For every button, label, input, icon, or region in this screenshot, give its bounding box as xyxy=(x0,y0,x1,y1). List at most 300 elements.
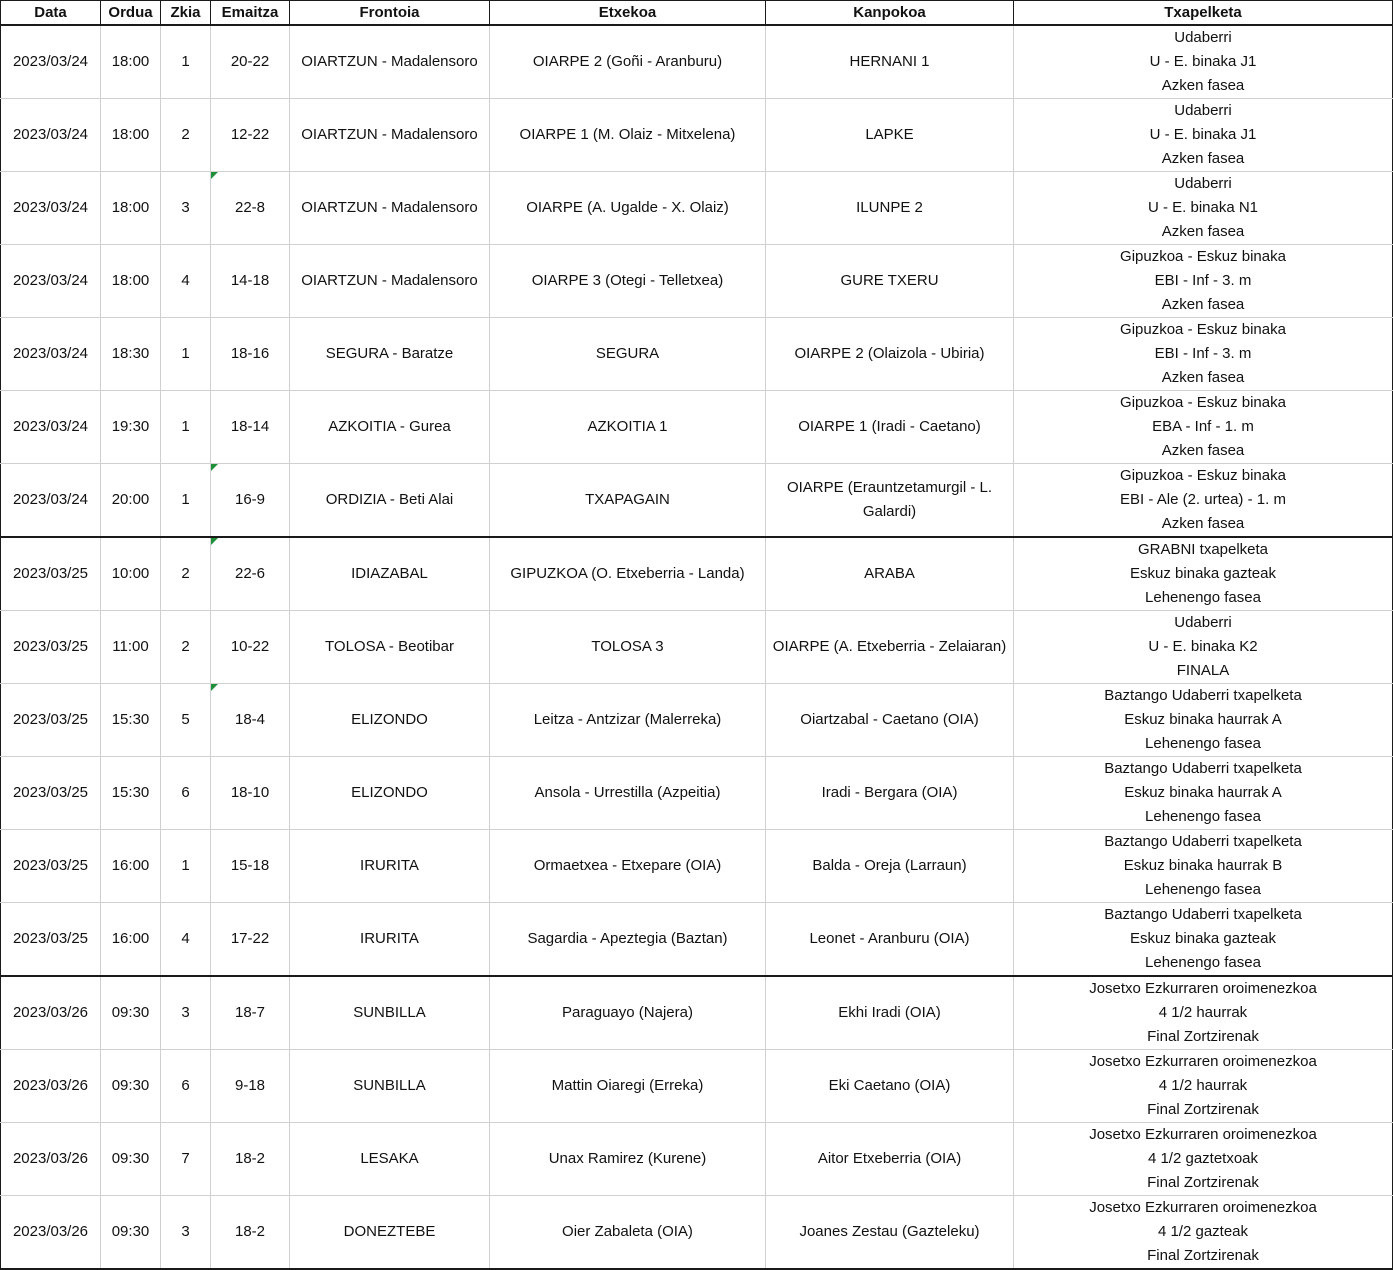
competition-line: Gipuzkoa - Eskuz binaka xyxy=(1120,248,1286,265)
cell-text: SUNBILLA xyxy=(353,1077,426,1094)
cell-data[interactable] xyxy=(1,684,101,757)
cell-etxekoa[interactable] xyxy=(490,757,766,830)
cell-text: 16:00 xyxy=(111,930,150,947)
cell-etxekoa[interactable] xyxy=(490,976,766,1050)
cell-text: 6 xyxy=(181,1077,190,1094)
competition-line: Azken fasea xyxy=(1161,515,1245,532)
cell-data[interactable] xyxy=(1,318,101,391)
table-row xyxy=(1,245,1393,318)
cell-text: 10-22 xyxy=(230,638,270,655)
cell-frontoia[interactable] xyxy=(290,1196,490,1270)
cell-text: 2023/03/24 xyxy=(12,272,89,289)
cell-text: DONEZTEBE xyxy=(343,1223,436,1240)
header-frontoia[interactable]: Frontoia xyxy=(290,1,490,26)
cell-text: Oiartzabal - Caetano (OIA) xyxy=(800,711,979,728)
competition-line: Final Zortzirenak xyxy=(1147,1028,1259,1045)
cell-emaitza[interactable] xyxy=(211,611,290,684)
cell-text: 18-7 xyxy=(234,1004,266,1021)
header-row xyxy=(1,1,1393,26)
cell-text: Ormaetxea - Etxepare (OIA) xyxy=(533,857,722,874)
competition-line: Gipuzkoa - Eskuz binaka xyxy=(1120,467,1286,484)
cell-ordua[interactable] xyxy=(101,757,161,830)
cell-text: 09:30 xyxy=(111,1077,150,1094)
cell-zkia[interactable] xyxy=(161,1123,211,1196)
cell-ordua[interactable] xyxy=(101,903,161,977)
cell-kanpokoa[interactable] xyxy=(766,318,1014,391)
cell-emaitza[interactable] xyxy=(211,391,290,464)
cell-ordua[interactable] xyxy=(101,99,161,172)
cell-text: GURE TXERU xyxy=(840,272,939,289)
cell-text: 5 xyxy=(181,711,190,728)
cell-text: TOLOSA 3 xyxy=(591,638,664,655)
table-row xyxy=(1,172,1393,245)
table-row xyxy=(1,1050,1393,1123)
competition-line: Baztango Udaberri txapelketa xyxy=(1104,906,1302,923)
header-zkia[interactable]: Zkia xyxy=(161,1,211,26)
cell-data[interactable] xyxy=(1,99,101,172)
cell-zkia[interactable] xyxy=(161,976,211,1050)
competition-line: Josetxo Ezkurraren oroimenezkoa xyxy=(1089,1053,1317,1070)
cell-txapelketa[interactable] xyxy=(1014,757,1393,830)
cell-text: 11:00 xyxy=(112,638,149,655)
cell-text: Ansola - Urrestilla (Azpeitia) xyxy=(534,784,721,801)
cell-text: Paraguayo (Najera) xyxy=(562,1004,693,1021)
cell-txapelketa[interactable] xyxy=(1014,903,1393,977)
cell-data[interactable] xyxy=(1,172,101,245)
competition-line: 4 1/2 gazteak xyxy=(1157,1223,1249,1240)
cell-frontoia[interactable] xyxy=(290,99,490,172)
cell-ordua[interactable] xyxy=(101,611,161,684)
cell-etxekoa[interactable] xyxy=(490,1050,766,1123)
cell-ordua[interactable] xyxy=(101,976,161,1050)
table-row xyxy=(1,684,1393,757)
cell-data[interactable] xyxy=(1,830,101,903)
cell-text: 1 xyxy=(181,857,190,874)
comment-marker-icon xyxy=(211,538,218,545)
cell-ordua[interactable] xyxy=(101,537,161,611)
header-emaitza[interactable]: Emaitza xyxy=(211,1,290,26)
competition-line: Gipuzkoa - Eskuz binaka xyxy=(1120,321,1286,338)
cell-emaitza[interactable] xyxy=(211,318,290,391)
cell-text: TXAPAGAIN xyxy=(585,491,670,508)
cell-zkia[interactable] xyxy=(161,903,211,977)
cell-zkia[interactable] xyxy=(161,391,211,464)
header-etxekoa[interactable]: Etxekoa xyxy=(490,1,766,26)
cell-text: OIARTZUN - Madalensoro xyxy=(301,126,478,143)
cell-text: LESAKA xyxy=(360,1150,419,1167)
cell-data[interactable] xyxy=(1,757,101,830)
cell-text: 9-18 xyxy=(234,1077,266,1094)
cell-etxekoa[interactable] xyxy=(490,611,766,684)
competition-line: Azken fasea xyxy=(1161,77,1245,94)
cell-data[interactable] xyxy=(1,611,101,684)
cell-emaitza[interactable] xyxy=(211,1196,290,1270)
competition-line: EBI - Inf - 3. m xyxy=(1154,345,1252,362)
cell-text: 3 xyxy=(181,199,190,216)
cell-frontoia[interactable] xyxy=(290,172,490,245)
cell-text: 18:00 xyxy=(111,53,150,70)
cell-text: 18-4 xyxy=(234,711,266,728)
cell-zkia[interactable] xyxy=(161,830,211,903)
cell-text: ELIZONDO xyxy=(351,711,428,728)
cell-zkia[interactable] xyxy=(161,25,211,99)
cell-text: 16-9 xyxy=(234,491,266,508)
cell-text: OIARPE (Erauntzetamurgil - L. Galardi) xyxy=(786,479,993,520)
cell-data[interactable] xyxy=(1,1196,101,1270)
cell-text: 7 xyxy=(181,1150,190,1167)
cell-etxekoa[interactable] xyxy=(490,172,766,245)
cell-text: HERNANI 1 xyxy=(849,53,930,70)
cell-etxekoa[interactable] xyxy=(490,25,766,99)
cell-frontoia[interactable] xyxy=(290,1123,490,1196)
cell-text: Joanes Zestau (Gazteleku) xyxy=(799,1223,980,1240)
competition-line: Azken fasea xyxy=(1161,442,1245,459)
cell-text: SEGURA xyxy=(595,345,660,362)
cell-text: 18-2 xyxy=(234,1223,266,1240)
cell-ordua[interactable] xyxy=(101,830,161,903)
table-row xyxy=(1,903,1393,977)
cell-etxekoa[interactable] xyxy=(490,99,766,172)
cell-text: 2023/03/24 xyxy=(12,345,89,362)
cell-etxekoa[interactable] xyxy=(490,1196,766,1270)
comment-marker-icon xyxy=(211,684,218,691)
cell-text: 16:00 xyxy=(111,857,150,874)
cell-text: OIARPE 2 (Olaizola - Ubiria) xyxy=(794,345,985,362)
cell-text: 2023/03/25 xyxy=(12,638,89,655)
cell-kanpokoa[interactable] xyxy=(766,903,1014,977)
competition-line: Eskuz binaka gazteak xyxy=(1130,565,1276,582)
cell-text: 2023/03/24 xyxy=(12,491,89,508)
cell-text: OIARPE 2 (Goñi - Aranburu) xyxy=(532,53,723,70)
cell-text: Oier Zabaleta (OIA) xyxy=(562,1223,693,1240)
cell-data[interactable] xyxy=(1,1050,101,1123)
cell-text: OIARTZUN - Madalensoro xyxy=(301,199,478,216)
cell-zkia[interactable] xyxy=(161,611,211,684)
cell-emaitza[interactable] xyxy=(211,99,290,172)
cell-text: 1 xyxy=(181,345,190,362)
cell-text: 2 xyxy=(181,126,190,143)
cell-data[interactable] xyxy=(1,464,101,538)
cell-emaitza[interactable] xyxy=(211,25,290,99)
cell-txapelketa[interactable] xyxy=(1014,611,1393,684)
competition-line: Baztango Udaberri txapelketa xyxy=(1104,687,1302,704)
competition-line: EBA - Inf - 1. m xyxy=(1152,418,1254,435)
cell-kanpokoa[interactable] xyxy=(766,537,1014,611)
cell-zkia[interactable] xyxy=(161,99,211,172)
cell-frontoia[interactable] xyxy=(290,537,490,611)
table-row xyxy=(1,99,1393,172)
cell-text: SUNBILLA xyxy=(353,1004,426,1021)
competition-line: U - E. binaka K2 xyxy=(1148,638,1258,655)
competition-line: EBI - Inf - 3. m xyxy=(1154,272,1252,289)
cell-etxekoa[interactable] xyxy=(490,318,766,391)
cell-kanpokoa[interactable] xyxy=(766,391,1014,464)
cell-text: 2023/03/24 xyxy=(12,418,89,435)
competition-line: Eskuz binaka haurrak A xyxy=(1124,784,1282,801)
cell-kanpokoa[interactable] xyxy=(766,684,1014,757)
cell-frontoia[interactable] xyxy=(290,757,490,830)
cell-text: 2 xyxy=(181,638,190,655)
cell-text: 3 xyxy=(181,1223,190,1240)
cell-text: 2 xyxy=(181,565,190,582)
cell-txapelketa[interactable] xyxy=(1014,464,1393,538)
cell-text: 2023/03/25 xyxy=(12,784,89,801)
cell-emaitza[interactable] xyxy=(211,1050,290,1123)
cell-etxekoa[interactable] xyxy=(490,245,766,318)
cell-text: 15:30 xyxy=(111,711,150,728)
cell-frontoia[interactable] xyxy=(290,464,490,538)
cell-emaitza[interactable] xyxy=(211,976,290,1050)
cell-zkia[interactable] xyxy=(161,684,211,757)
cell-txapelketa[interactable] xyxy=(1014,1123,1393,1196)
cell-frontoia[interactable] xyxy=(290,684,490,757)
header-ordua[interactable]: Ordua xyxy=(101,1,161,26)
cell-emaitza[interactable] xyxy=(211,1123,290,1196)
table-row xyxy=(1,1196,1393,1270)
cell-text: OIARTZUN - Madalensoro xyxy=(301,272,478,289)
cell-text: OIARTZUN - Madalensoro xyxy=(301,53,478,70)
cell-etxekoa[interactable] xyxy=(490,391,766,464)
competition-line: Josetxo Ezkurraren oroimenezkoa xyxy=(1089,1199,1317,1216)
table-row xyxy=(1,757,1393,830)
competition-line: 4 1/2 haurrak xyxy=(1158,1004,1248,1021)
competition-line: Azken fasea xyxy=(1161,150,1245,167)
cell-etxekoa[interactable] xyxy=(490,830,766,903)
competition-line: Lehenengo fasea xyxy=(1145,808,1261,825)
cell-ordua[interactable] xyxy=(101,25,161,99)
competition-line: 4 1/2 gaztetxoak xyxy=(1147,1150,1259,1167)
cell-text: ARABA xyxy=(864,565,915,582)
cell-txapelketa[interactable] xyxy=(1014,99,1393,172)
cell-text: 2023/03/26 xyxy=(12,1150,89,1167)
cell-kanpokoa[interactable] xyxy=(766,172,1014,245)
cell-text: 18:30 xyxy=(111,345,150,362)
cell-text: 15-18 xyxy=(230,857,270,874)
cell-text: 2023/03/26 xyxy=(12,1223,89,1240)
cell-frontoia[interactable] xyxy=(290,903,490,977)
cell-frontoia[interactable] xyxy=(290,1050,490,1123)
cell-data[interactable] xyxy=(1,903,101,977)
cell-kanpokoa[interactable] xyxy=(766,1050,1014,1123)
cell-kanpokoa[interactable] xyxy=(766,464,1014,538)
cell-data[interactable] xyxy=(1,245,101,318)
cell-frontoia[interactable] xyxy=(290,976,490,1050)
cell-txapelketa[interactable] xyxy=(1014,245,1393,318)
cell-text: 2023/03/24 xyxy=(12,199,89,216)
table-row xyxy=(1,537,1393,611)
cell-frontoia[interactable] xyxy=(290,25,490,99)
cell-kanpokoa[interactable] xyxy=(766,25,1014,99)
cell-emaitza[interactable] xyxy=(211,903,290,977)
cell-data[interactable] xyxy=(1,25,101,99)
table-row xyxy=(1,318,1393,391)
cell-kanpokoa[interactable] xyxy=(766,611,1014,684)
competition-line: Baztango Udaberri txapelketa xyxy=(1104,760,1302,777)
cell-text: 18-16 xyxy=(230,345,270,362)
header-kanpokoa[interactable]: Kanpokoa xyxy=(766,1,1014,26)
cell-text: 19:30 xyxy=(111,418,150,435)
competition-line: Eskuz binaka gazteak xyxy=(1130,930,1276,947)
cell-text: OIARPE 3 (Otegi - Telletxea) xyxy=(531,272,724,289)
cell-text: 12-22 xyxy=(230,126,270,143)
competition-line: Eskuz binaka haurrak B xyxy=(1123,857,1283,874)
cell-zkia[interactable] xyxy=(161,464,211,538)
cell-text: TOLOSA - Beotibar xyxy=(325,638,454,655)
cell-text: AZKOITIA 1 xyxy=(587,418,668,435)
cell-zkia[interactable] xyxy=(161,1196,211,1270)
cell-emaitza[interactable] xyxy=(211,245,290,318)
cell-text: 2023/03/25 xyxy=(12,565,89,582)
cell-text: ELIZONDO xyxy=(351,784,428,801)
cell-text: 22-8 xyxy=(234,199,266,216)
cell-txapelketa[interactable] xyxy=(1014,25,1393,99)
cell-text: 1 xyxy=(181,491,190,508)
competition-line: Baztango Udaberri txapelketa xyxy=(1104,833,1302,850)
cell-text: ILUNPE 2 xyxy=(856,199,923,216)
competition-line: FINALA xyxy=(1176,662,1230,679)
cell-text: Ekhi Iradi (OIA) xyxy=(838,1004,941,1021)
cell-zkia[interactable] xyxy=(161,757,211,830)
cell-ordua[interactable] xyxy=(101,1123,161,1196)
cell-ordua[interactable] xyxy=(101,172,161,245)
cell-text: Eki Caetano (OIA) xyxy=(828,1077,951,1094)
cell-text: IRURITA xyxy=(360,857,419,874)
cell-data[interactable] xyxy=(1,1123,101,1196)
competition-line: Gipuzkoa - Eskuz binaka xyxy=(1120,394,1286,411)
table-row xyxy=(1,1123,1393,1196)
cell-kanpokoa[interactable] xyxy=(766,830,1014,903)
competition-line: U - E. binaka J1 xyxy=(1149,53,1257,70)
cell-zkia[interactable] xyxy=(161,1050,211,1123)
cell-txapelketa[interactable] xyxy=(1014,1196,1393,1270)
cell-text: 17-22 xyxy=(230,930,270,947)
cell-etxekoa[interactable] xyxy=(490,684,766,757)
cell-text: 09:30 xyxy=(111,1223,150,1240)
cell-etxekoa[interactable] xyxy=(490,537,766,611)
cell-text: Leitza - Antzizar (Malerreka) xyxy=(533,711,722,728)
cell-txapelketa[interactable] xyxy=(1014,318,1393,391)
cell-kanpokoa[interactable] xyxy=(766,976,1014,1050)
cell-txapelketa[interactable] xyxy=(1014,391,1393,464)
cell-zkia[interactable] xyxy=(161,245,211,318)
cell-text: IDIAZABAL xyxy=(351,565,428,582)
cell-txapelketa[interactable] xyxy=(1014,976,1393,1050)
cell-kanpokoa[interactable] xyxy=(766,245,1014,318)
competition-line: Udaberri xyxy=(1174,175,1232,192)
header-txapelketa[interactable]: Txapelketa xyxy=(1014,1,1393,26)
cell-txapelketa[interactable] xyxy=(1014,830,1393,903)
competition-line: Azken fasea xyxy=(1161,223,1245,240)
cell-ordua[interactable] xyxy=(101,245,161,318)
cell-text: IRURITA xyxy=(360,930,419,947)
cell-kanpokoa[interactable] xyxy=(766,1123,1014,1196)
cell-text: 10:00 xyxy=(111,565,150,582)
cell-ordua[interactable] xyxy=(101,684,161,757)
cell-frontoia[interactable] xyxy=(290,830,490,903)
competition-line: U - E. binaka N1 xyxy=(1147,199,1259,216)
cell-frontoia[interactable] xyxy=(290,245,490,318)
competition-line: Udaberri xyxy=(1174,29,1232,46)
cell-etxekoa[interactable] xyxy=(490,1123,766,1196)
cell-txapelketa[interactable] xyxy=(1014,684,1393,757)
table-row xyxy=(1,464,1393,538)
competition-line: Final Zortzirenak xyxy=(1147,1247,1259,1264)
cell-text: 4 xyxy=(181,930,190,947)
cell-emaitza[interactable] xyxy=(211,172,290,245)
cell-data[interactable] xyxy=(1,537,101,611)
cell-data[interactable] xyxy=(1,976,101,1050)
cell-text: 18:00 xyxy=(111,199,150,216)
cell-zkia[interactable] xyxy=(161,537,211,611)
cell-txapelketa[interactable] xyxy=(1014,1050,1393,1123)
cell-zkia[interactable] xyxy=(161,172,211,245)
cell-ordua[interactable] xyxy=(101,1050,161,1123)
cell-text: 3 xyxy=(181,1004,190,1021)
cell-emaitza[interactable] xyxy=(211,830,290,903)
cell-ordua[interactable] xyxy=(101,464,161,538)
cell-text: Leonet - Aranburu (OIA) xyxy=(809,930,970,947)
cell-emaitza[interactable] xyxy=(211,537,290,611)
cell-kanpokoa[interactable] xyxy=(766,99,1014,172)
cell-kanpokoa[interactable] xyxy=(766,1196,1014,1270)
cell-frontoia[interactable] xyxy=(290,391,490,464)
cell-text: 18:00 xyxy=(111,272,150,289)
table-row xyxy=(1,611,1393,684)
table-row xyxy=(1,976,1393,1050)
competition-line: Azken fasea xyxy=(1161,369,1245,386)
cell-etxekoa[interactable] xyxy=(490,903,766,977)
cell-kanpokoa[interactable] xyxy=(766,757,1014,830)
cell-data[interactable] xyxy=(1,391,101,464)
cell-text: 4 xyxy=(181,272,190,289)
cell-text: GIPUZKOA (O. Etxeberria - Landa) xyxy=(510,565,745,582)
cell-text: 2023/03/24 xyxy=(12,126,89,143)
cell-frontoia[interactable] xyxy=(290,611,490,684)
cell-text: 6 xyxy=(181,784,190,801)
cell-text: 09:30 xyxy=(111,1004,150,1021)
cell-zkia[interactable] xyxy=(161,318,211,391)
cell-txapelketa[interactable] xyxy=(1014,172,1393,245)
cell-text: 09:30 xyxy=(111,1150,150,1167)
cell-emaitza[interactable] xyxy=(211,757,290,830)
cell-text: OIARPE 1 (Iradi - Caetano) xyxy=(798,418,981,435)
cell-ordua[interactable] xyxy=(101,318,161,391)
cell-emaitza[interactable] xyxy=(211,464,290,538)
table-row xyxy=(1,830,1393,903)
cell-ordua[interactable] xyxy=(101,391,161,464)
cell-frontoia[interactable] xyxy=(290,318,490,391)
competition-line: Final Zortzirenak xyxy=(1147,1101,1259,1118)
cell-text: ORDIZIA - Beti Alai xyxy=(325,491,454,508)
table-row xyxy=(1,391,1393,464)
competition-line: Lehenengo fasea xyxy=(1145,735,1261,752)
cell-text: Balda - Oreja (Larraun) xyxy=(812,857,967,874)
cell-text: 18-14 xyxy=(230,418,270,435)
cell-text: 2023/03/25 xyxy=(12,711,89,728)
cell-text: Sagardia - Apeztegia (Baztan) xyxy=(527,930,728,947)
competition-line: Final Zortzirenak xyxy=(1147,1174,1259,1191)
cell-ordua[interactable] xyxy=(101,1196,161,1270)
cell-text: 14-18 xyxy=(230,272,270,289)
cell-txapelketa[interactable] xyxy=(1014,537,1393,611)
cell-text: 2023/03/24 xyxy=(12,53,89,70)
cell-text: 1 xyxy=(181,418,190,435)
header-data[interactable]: Data xyxy=(1,1,101,26)
cell-etxekoa[interactable] xyxy=(490,464,766,538)
comment-marker-icon xyxy=(211,464,218,471)
competition-line: Josetxo Ezkurraren oroimenezkoa xyxy=(1089,980,1317,997)
cell-emaitza[interactable] xyxy=(211,684,290,757)
